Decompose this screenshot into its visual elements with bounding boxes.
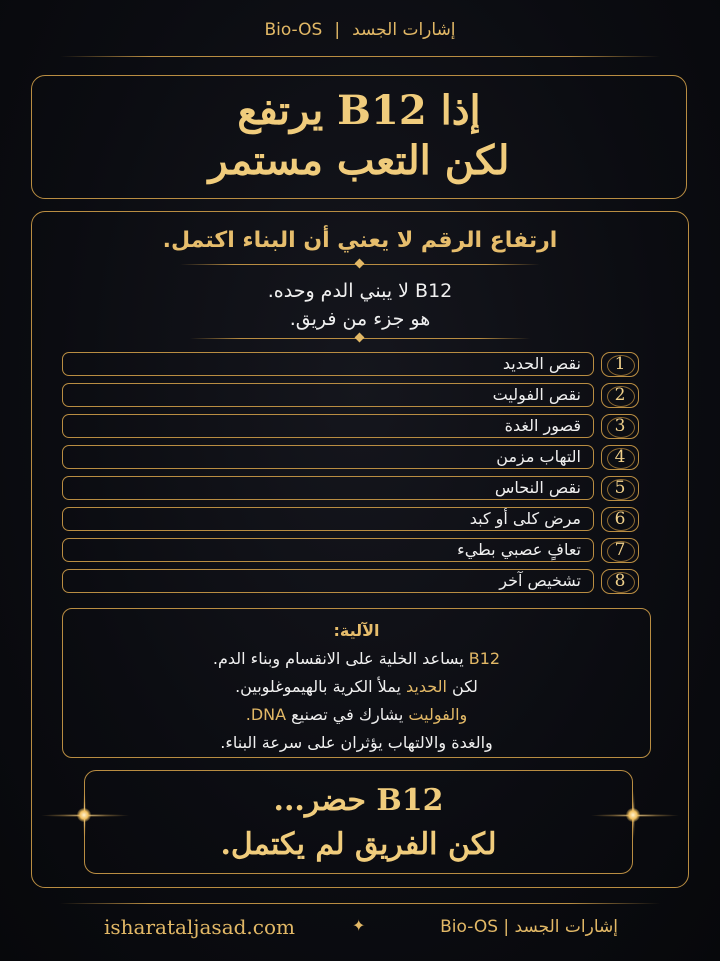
intro-line-1: B12 لا يبني الدم وحده. <box>267 280 453 302</box>
list-number: 2 <box>601 383 639 408</box>
intro-line-2: هو جزء من فريق. <box>289 308 431 330</box>
header-separator: | <box>334 20 341 40</box>
closing-line-2: لكن الفريق لم يكتمل. <box>220 827 497 862</box>
star-icon: ✦ <box>352 916 366 935</box>
footer-divider <box>60 903 660 904</box>
title-line-1: إذا B12 يرتفع <box>237 87 481 134</box>
list-number: 1 <box>601 352 639 377</box>
list-item: نقص الحديد <box>62 352 594 376</box>
list-number: 3 <box>601 414 639 439</box>
list-item: نقص الفوليت <box>62 383 594 407</box>
footer-brand <box>440 917 618 937</box>
highlight-b12: B12 <box>468 649 501 668</box>
glow-decoration <box>626 808 640 822</box>
highlight-folate: والفوليت <box>408 705 468 724</box>
closing-box <box>84 770 633 874</box>
list-number: 8 <box>601 569 639 594</box>
mechanism-text: لكن <box>446 677 478 696</box>
closing-line-1: B12 حضر... <box>273 783 444 818</box>
mechanism-text: يملأ الكرية بالهيموغلوبين. <box>235 677 407 696</box>
list-item: التهاب مزمن <box>62 445 594 469</box>
header-brand: Bio-OS <box>264 20 323 40</box>
mechanism-title: الآلية: <box>333 621 380 640</box>
mechanism-box <box>62 608 651 758</box>
list-number: 5 <box>601 476 639 501</box>
list-item: نقص النحاس <box>62 476 594 500</box>
header-divider <box>60 56 660 57</box>
top-header <box>0 20 720 40</box>
mechanism-line-1 <box>63 645 650 673</box>
mechanism-text: يساعد الخلية على الانقسام وبناء الدم. <box>212 649 469 668</box>
mechanism-line-4: والغدة والالتهاب يؤثران على سرعة البناء. <box>220 733 493 752</box>
list-item: تعافٍ عصبي بطيء <box>62 538 594 562</box>
list-item: قصور الغدة <box>62 414 594 438</box>
glow-decoration <box>77 808 91 822</box>
footer-separator: | <box>503 917 510 937</box>
list-item: مرض كلى أو كبد <box>62 507 594 531</box>
list-item: تشخيص آخر <box>62 569 594 593</box>
mechanism-line-3 <box>63 701 650 729</box>
footer-website: isharataljasad.com <box>104 915 295 939</box>
footer-name: إشارات الجسد <box>514 917 618 937</box>
subtitle: ارتفاع الرقم لا يعني أن البناء اكتمل. <box>162 228 558 253</box>
highlight-iron: الحديد <box>406 677 447 696</box>
mechanism-line-2 <box>63 673 650 701</box>
mechanism-text: يشارك في تصنيع <box>286 705 409 724</box>
list-number: 7 <box>601 538 639 563</box>
header-name: إشارات الجسد <box>352 20 456 40</box>
intro-text <box>0 277 720 333</box>
title-box <box>31 75 687 199</box>
title-line-2: لكن التعب مستمر <box>208 137 510 184</box>
highlight-dna: DNA. <box>245 705 287 724</box>
list-number: 6 <box>601 507 639 532</box>
list-number: 4 <box>601 445 639 470</box>
footer-brand-name: Bio-OS <box>440 917 498 937</box>
